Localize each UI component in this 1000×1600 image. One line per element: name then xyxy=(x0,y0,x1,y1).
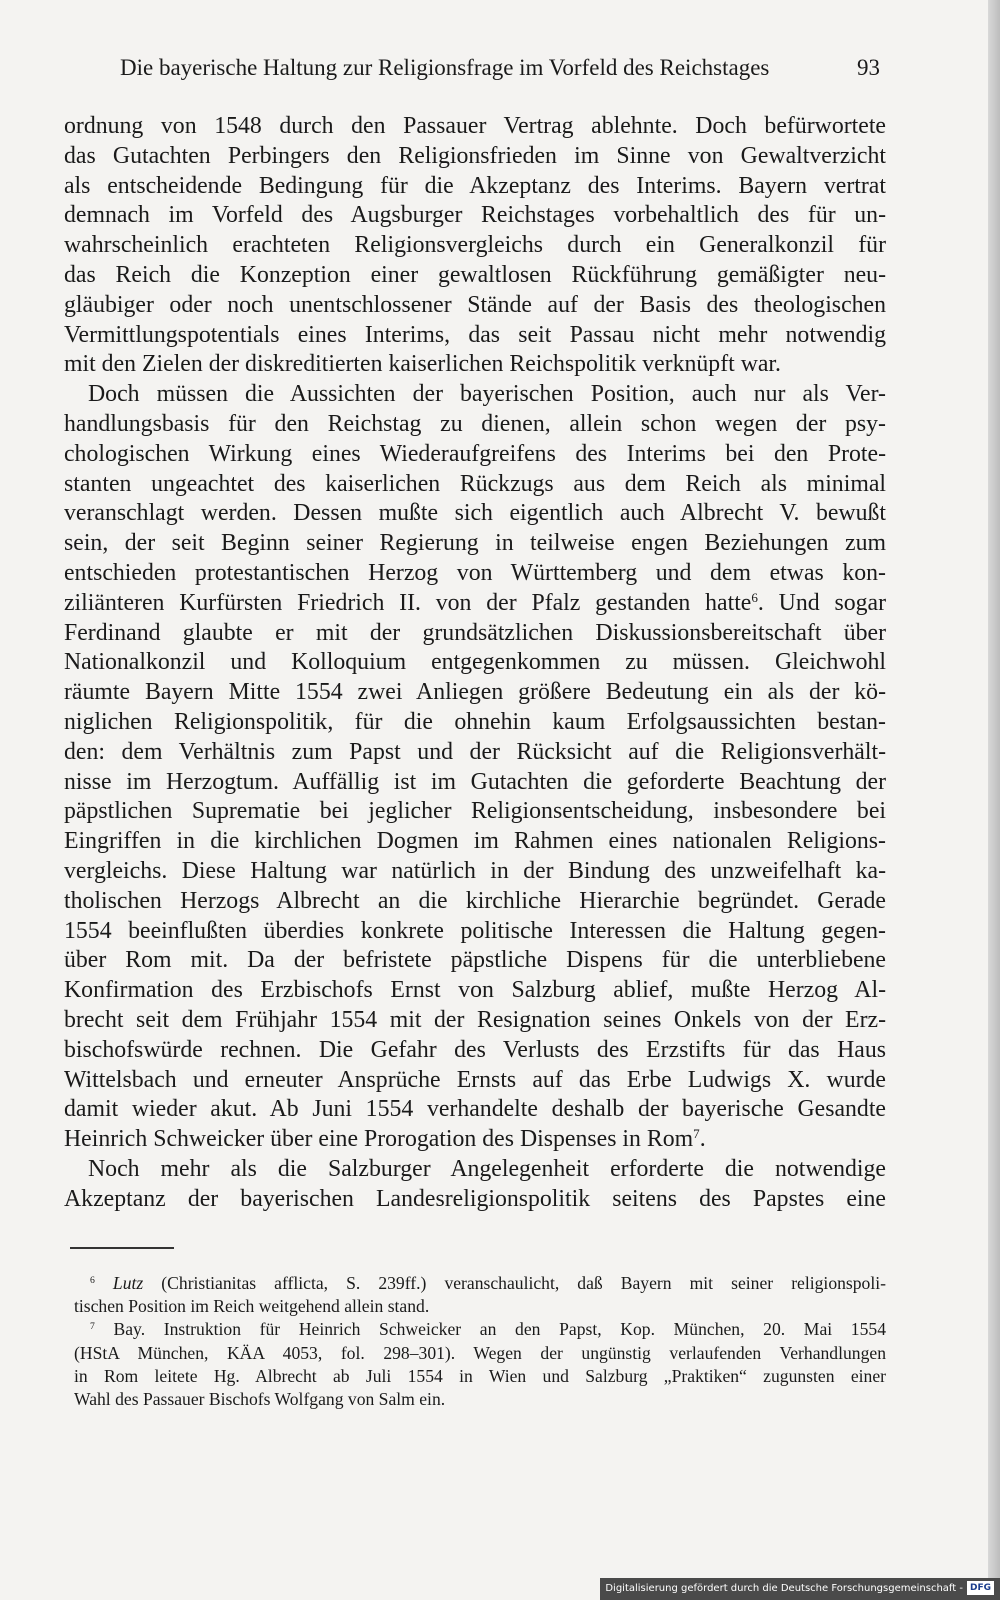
text-line-with-footnote-6 xyxy=(64,589,886,619)
body-text xyxy=(64,112,886,1214)
footnote-7-line: (HStA München, KÄA 4053, fol. 298–301). Wegen der ungünstig verlaufenden Verhandlungen xyxy=(74,1342,886,1363)
text-line: Akzeptanz der bayerischen Landesreligionspolitik seitens des Papstes eine xyxy=(64,1185,886,1212)
footnote-6-marker: 6 xyxy=(90,1275,95,1287)
text-line: Vermittlungspotentials eines Interims, das seit Passau nicht mehr notwendig xyxy=(64,321,886,348)
text-line: 1554 beeinflußten überdies konkrete politische Interessen die Haltung gegen- xyxy=(64,917,886,944)
footnote-divider xyxy=(70,1247,174,1249)
text-line: den: dem Verhältnis zum Papst und der Rücksicht auf die Religionsverhält- xyxy=(64,738,886,765)
footnote-7-line: Wahl des Passauer Bischofs Wolfgang von Salm ein. xyxy=(74,1388,446,1409)
text-line: veranschlagt werden. Dessen mußte sich eigentlich auch Albrecht V. bewußt xyxy=(64,500,886,527)
page-edge-shadow xyxy=(988,0,1000,1600)
footnote-7-line xyxy=(74,1318,886,1341)
paragraph-start-line: Doch müssen die Aussichten der bayerischen Position, auch nur als Ver- xyxy=(88,381,886,408)
text-line: Ferdinand glaubte er mit der grundsätzlichen Diskussionsbereitschaft über xyxy=(64,619,886,646)
text-line: chologischen Wirkung eines Wiederaufgreifens des Interims bei den Prote- xyxy=(64,440,886,467)
text-line: bischofswürde rechnen. Die Gefahr des Verlusts des Erzstifts für das Haus xyxy=(64,1036,886,1063)
footnote-7-marker: 7 xyxy=(90,1321,95,1333)
text-line: brecht seit dem Frühjahr 1554 mit der Resignation seines Onkels von der Erz- xyxy=(64,1006,886,1033)
text-line: über Rom mit. Da der befristete päpstliche Dispens für die unterbliebene xyxy=(64,947,886,974)
running-head xyxy=(120,52,880,84)
footnote-ref-7: 7 xyxy=(693,1126,700,1142)
text-line: damit wieder akut. Ab Juni 1554 verhandelte deshalb der bayerische Gesandte xyxy=(64,1096,886,1123)
footnote-7-line: in Rom leitete Hg. Albrecht ab Juli 1554 in Wien und Salzburg „Praktiken“ zugunsten einer xyxy=(74,1365,886,1386)
dfg-logo-icon: DFG xyxy=(967,1581,994,1595)
footnote-ref-6: 6 xyxy=(751,589,758,605)
paragraph-start-line: Noch mehr als die Salzburger Angelegenheit erforderte die notwendige xyxy=(88,1155,886,1182)
text-line: Nationalkonzil und Kolloquium entgegenkommen zu müssen. Gleichwohl xyxy=(64,649,886,676)
text-line: Eingriffen in die kirchlichen Dogmen im Rahmen eines nationalen Religions- xyxy=(64,828,886,855)
footnote-6-line: tischen Position im Reich weitgehend allein stand. xyxy=(74,1296,430,1317)
text-line: ordnung von 1548 durch den Passauer Vertrag ablehnte. Doch befürwortete xyxy=(64,113,886,139)
text-line: sein, der seit Beginn seiner Regierung in teilweise engen Beziehungen zum xyxy=(64,530,886,557)
text-line: mit den Zielen der diskreditierten kaiserlichen Reichspolitik verknüpft war. xyxy=(64,351,781,378)
text-line: stanten ungeachtet des kaiserlichen Rückzugs aus dem Reich als minimal xyxy=(64,470,886,497)
page-number: 93 xyxy=(857,55,880,80)
text-line-with-footnote-7: Heinrich Schweicker über eine Prorogation des Dispenses in Rom$^7$. xyxy=(64,1126,706,1153)
text-segment: . Und sogar xyxy=(757,589,887,616)
text-line: nisse im Herzogtum. Auffällig ist im Gutachten die geforderte Beachtung der xyxy=(64,768,886,795)
footnote-author: Lutz xyxy=(112,1273,144,1293)
text-line: wahrscheinlich erachteten Religionsvergleichs durch ein Generalkonzil für xyxy=(64,232,886,259)
digitization-footer xyxy=(600,1578,1000,1600)
text-line: räumte Bayern Mitte 1554 zwei Anliegen größere Bedeutung ein als der kö- xyxy=(64,679,886,706)
text-line: entschieden protestantischen Herzog von Württemberg und dem etwas kon- xyxy=(64,559,886,586)
text-line: gläubiger oder noch unentschlossener Stände auf der Basis des theologischen xyxy=(64,291,886,318)
text-line: Wittelsbach und erneuter Ansprüche Ernsts auf das Erbe Ludwigs X. wurde xyxy=(64,1066,886,1093)
text-line: das Reich die Konzeption einer gewaltlosen Rückführung gemäßigter neu- xyxy=(64,261,886,288)
text-line: Konfirmation des Erzbischofs Ernst von Salzburg ablief, mußte Herzog Al- xyxy=(64,977,886,1004)
text-segment: ziliänteren Kurfürsten Friedrich II. von der Pfalz gestanden hatte xyxy=(64,589,752,616)
text-segment: (Christianitas afflicta, S. 239ff.) veranschaulicht, daß Bayern mit seiner religionspoli- xyxy=(161,1273,886,1293)
footnote-6-line xyxy=(74,1272,886,1295)
footnotes xyxy=(74,1272,886,1411)
text-line: vergleichs. Diese Haltung war natürlich in der Bindung des unzweifelhaft ka- xyxy=(64,857,886,884)
digitization-notice: Digitalisierung gefördert durch die Deutsche Forschungsgemeinschaft - xyxy=(605,1583,963,1594)
text-line: niglichen Religionspolitik, für die ohnehin kaum Erfolgsaussichten bestan- xyxy=(64,708,886,735)
text-segment: Bay. Instruktion für Heinrich Schweicker an den Papst, Kop. München, 20. Mai 1554 xyxy=(113,1319,886,1340)
running-title: Die bayerische Haltung zur Religionsfrage im Vorfeld des Reichstages xyxy=(120,55,770,80)
text-line: päpstlichen Suprematie bei jeglicher Religionsentscheidung, insbesondere bei xyxy=(64,798,886,825)
text-line: handlungsbasis für den Reichstag zu dienen, allein schon wegen der psy- xyxy=(64,410,886,437)
text-segment: Heinrich Schweicker über eine Prorogation des Dispenses in Rom xyxy=(64,1126,694,1153)
text-line: tholischen Herzogs Albrecht an die kirchliche Hierarchie begründet. Gerade xyxy=(64,887,886,914)
text-line: das Gutachten Perbingers den Religionsfrieden im Sinne von Gewaltverzicht xyxy=(64,142,886,169)
text-line: demnach im Vorfeld des Augsburger Reichstages vorbehaltlich des für un- xyxy=(64,202,886,229)
text-line: als entscheidende Bedingung für die Akzeptanz des Interims. Bayern vertrat xyxy=(64,172,886,199)
